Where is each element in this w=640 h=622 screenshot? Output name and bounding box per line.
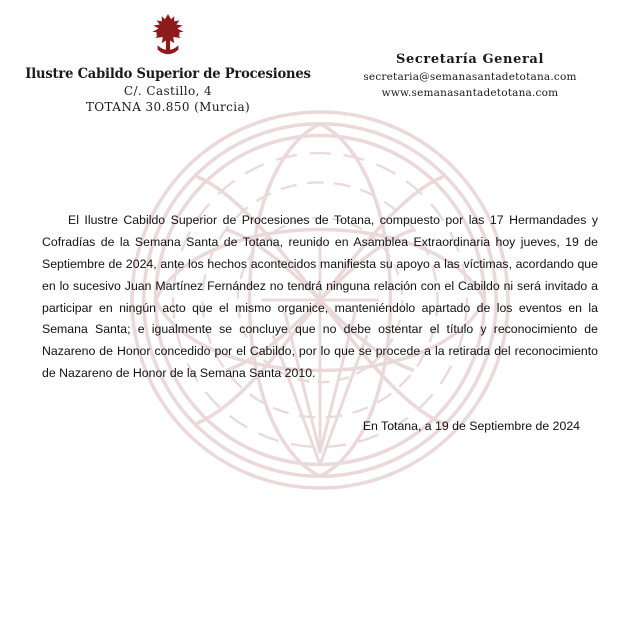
organization-address: C/. Castillo, 4 [123, 84, 213, 98]
organization-city: TOTANA 30.850 (Murcia) [85, 100, 251, 114]
document-header [0, 0, 640, 118]
secretary-website: www.semanasantadetotana.com [381, 87, 559, 99]
header-right-block [318, 8, 622, 99]
statement-paragraph: El Ilustre Cabildo Superior de Procesiones de Totana, compuesto por las 17 Hermandades y Cofradías de la Semana Santa de Totana, reunido en Asamblea Extraordinaria hoy jueves, 19 de Septiembre de 2024, ante los hechos acontecidos manifiesta su apoyo a las víctimas, acordando que en lo sucesivo Juan Martínez Fernández no tendrá ninguna relación con el Cabildo ni será invitado a participar en ningún acto que el mismo organice, manteniéndolo apartado de los eventos en la Semana Santa; e igualmente se concluye que no debe ostentar el título y reconocimiento de Nazareno de Honor concedido por el Cabildo, por lo que se procede a la retirada del reconocimiento de Nazareno de Honor de la Semana Santa 2010. [42, 213, 598, 381]
document-body [42, 210, 598, 433]
header-left-block [18, 8, 318, 114]
cabildo-crest-icon [141, 12, 195, 64]
signature-line: En Totana, a 19 de Septiembre de 2024 [362, 419, 580, 433]
secretary-title: Secretaría General [396, 52, 544, 67]
organization-name: Ilustre Cabildo Superior de Procesiones [25, 66, 311, 82]
secretary-email: secretaria@semanasantadetotana.com [363, 71, 577, 83]
